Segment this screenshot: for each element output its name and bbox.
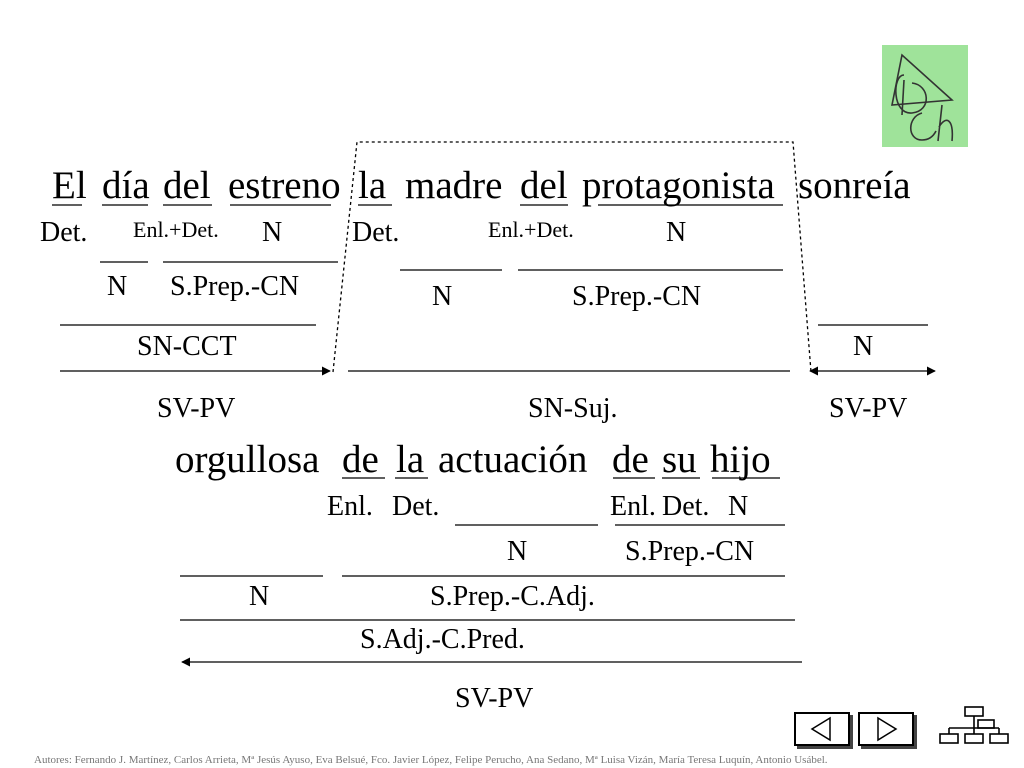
sentence1-word: madre — [405, 164, 503, 207]
label-det: Det. — [40, 217, 88, 248]
sentence2-word: de — [612, 438, 649, 481]
label-n: N — [432, 281, 453, 312]
label-n: N — [728, 491, 749, 522]
label-sv-pv: SV-PV — [157, 393, 236, 424]
label-n: N — [107, 271, 128, 302]
label-sv-pv: SV-PV — [829, 393, 908, 424]
sentence1-word: sonreía — [798, 164, 911, 207]
triangle-right-icon — [860, 714, 912, 744]
label-enl: Enl. — [610, 491, 656, 522]
sentence1-word: día — [102, 164, 150, 207]
label-n: N — [666, 217, 687, 248]
sentence2-word: actuación — [438, 438, 588, 481]
sentence1-word: estreno — [228, 164, 341, 207]
sentence2-word: su — [662, 438, 697, 481]
next-button[interactable] — [858, 712, 914, 746]
label-det: Det. — [392, 491, 440, 522]
label-sprep-cn: S.Prep.-CN — [625, 536, 755, 567]
label-n: N — [853, 331, 874, 362]
tree-diagram-button[interactable] — [938, 704, 1010, 748]
sentence2-word: hijo — [710, 438, 771, 481]
label-sn-suj: SN-Suj. — [528, 393, 618, 424]
tree-diagram-icon — [938, 704, 1010, 748]
label-sprep-cadj: S.Prep.-C.Adj. — [430, 581, 595, 612]
credits: Autores: Fernando J. Martínez, Carlos Arrieta, Mª Jesús Ayuso, Eva Belsué, Fco. Javier López, Felipe Perucho, Ana Sedano, Mª Luisa Vizán, María Teresa Luquín, Antonio Usábel. — [34, 754, 828, 766]
sentence2-word: orgullosa — [175, 438, 320, 481]
sentence2-word: de — [342, 438, 379, 481]
label-sprep-cn: S.Prep.-CN — [170, 271, 300, 302]
label-sprep-cn: S.Prep.-CN — [572, 281, 702, 312]
label-enl-det: Enl.+Det. — [488, 217, 574, 242]
sentence1-word: El — [52, 164, 87, 207]
sentence2-word: la — [396, 438, 425, 481]
label-det: Det. — [662, 491, 710, 522]
label-n: N — [507, 536, 528, 567]
label-n: N — [249, 581, 270, 612]
label-n: N — [262, 217, 283, 248]
label-enl-det: Enl.+Det. — [133, 217, 219, 242]
triangle-left-icon — [796, 714, 848, 744]
prev-button[interactable] — [794, 712, 850, 746]
bch-logo-icon — [882, 45, 968, 147]
label-sv-pv: SV-PV — [455, 683, 534, 714]
sentence1-word: la — [358, 164, 387, 207]
sentence1-word: del — [163, 164, 211, 207]
label-sadj-cpred: S.Adj.-C.Pred. — [360, 624, 525, 655]
label-sn-cct: SN-CCT — [137, 331, 237, 362]
label-det: Det. — [352, 217, 400, 248]
label-enl: Enl. — [327, 491, 373, 522]
sentence1-word: del — [520, 164, 568, 207]
sentence1-word: protagonista — [582, 164, 775, 207]
